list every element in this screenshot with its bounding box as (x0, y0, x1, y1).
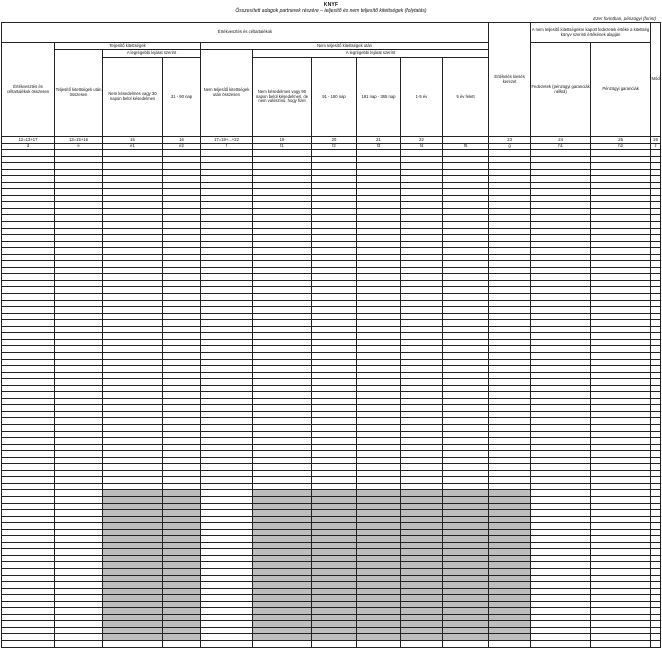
col-number: 20 (312, 137, 357, 144)
col-number: 23 (489, 137, 531, 144)
unit-note: Ezer forintban, pénzügyi (forint) (593, 16, 656, 21)
col-number: 12=13+17 (2, 137, 55, 144)
table-body (2, 150, 661, 648)
table-cell (489, 641, 531, 648)
col-number: 26 (651, 137, 661, 144)
data-table (1, 22, 661, 648)
col-number: 15 (103, 137, 163, 144)
col-number: 24 (531, 137, 591, 144)
table-row (2, 641, 661, 648)
header-perf-notdue: Nem késedelmes vagy 30 napon belül késedelmes (103, 58, 163, 137)
table-cell (312, 641, 357, 648)
table-cell (531, 641, 591, 648)
col-code: e2 (163, 144, 201, 150)
header-np-notdue: Nem késedelmes vagy 90 napon belül késedelmes, de nem valószínű, hogy fizet (253, 58, 312, 137)
col-number (443, 137, 489, 144)
col-number: 16 (163, 137, 201, 144)
table-cell (201, 641, 253, 648)
col-number: 25 (591, 137, 651, 144)
header-last: Mód (651, 23, 661, 137)
header-coll-fin: Pénzügyi garanciák (591, 43, 651, 137)
col-code: f4 (401, 144, 443, 150)
col-number: 19 (253, 137, 312, 144)
table-cell (357, 641, 401, 648)
col-code: h2 (591, 144, 651, 150)
header-np-sub: A legrégebbi lejárat szerint (253, 50, 489, 58)
header-perf-31-90: 31 - 90 nap (163, 58, 201, 137)
col-number: 13=15+16 (55, 137, 103, 144)
table-cell (103, 641, 163, 648)
table-cell (2, 641, 55, 648)
header-np-181-365: 181 nap - 365 nap (357, 58, 401, 137)
table-cell (253, 641, 312, 648)
table-cell (591, 641, 651, 648)
table-cell (55, 641, 103, 648)
col-code: z (651, 144, 661, 150)
page-title: KNYF (323, 2, 339, 8)
table-cell (443, 641, 489, 648)
header-nonperforming: Nem teljesítő kitettségek után (201, 43, 489, 50)
table-cell (401, 641, 443, 648)
col-code: g (489, 144, 531, 150)
col-code: f5 (443, 144, 489, 150)
col-number: 17=19+...+22 (201, 137, 253, 144)
header-np-91-180: 91 - 180 nap (312, 58, 357, 137)
col-code: f3 (357, 144, 401, 150)
col-number: 22 (401, 137, 443, 144)
header-total: Értékvesztés és céltartalékok összesen (2, 43, 55, 137)
header-writeoff: Értékelés kiesés kerezet (489, 23, 531, 137)
table-cell (163, 641, 201, 648)
header-impairment-group: Értékvesztés és céltartalékok (2, 23, 489, 43)
header-collateral-group: A nem teljesítő kitettségekre kapott fedezetek értéke a kitettség könyv szerinti értékének alapján (531, 23, 651, 43)
header-np-5plus: 5 év felett (443, 58, 489, 137)
header-perf-total: Teljesítő kitettségek után összesen (55, 50, 103, 137)
col-code: f (201, 144, 253, 150)
col-code: e1 (103, 144, 163, 150)
header-coll-real: Fedezetek (pénzügyi garanciák nélkül) (531, 43, 591, 137)
col-code: f1 (253, 144, 312, 150)
table-cell (651, 641, 661, 648)
header-performing: Teljesítő kitettségek (55, 43, 201, 50)
col-code: d (2, 144, 55, 150)
col-code: f2 (312, 144, 357, 150)
col-number: 21 (357, 137, 401, 144)
header-np-1-5: 1-5 év (401, 58, 443, 137)
header-np-total: Nem teljesítő kitettségek után összesen (201, 50, 253, 137)
header-perf-sub: A legrégebbi lejárat szerint (103, 50, 201, 58)
col-code: h1 (531, 144, 591, 150)
col-code: e (55, 144, 103, 150)
page-subtitle: Összesített adagok partnerek részére – teljesítő és nem teljesítő kitettségek (folytatás) (235, 8, 427, 14)
